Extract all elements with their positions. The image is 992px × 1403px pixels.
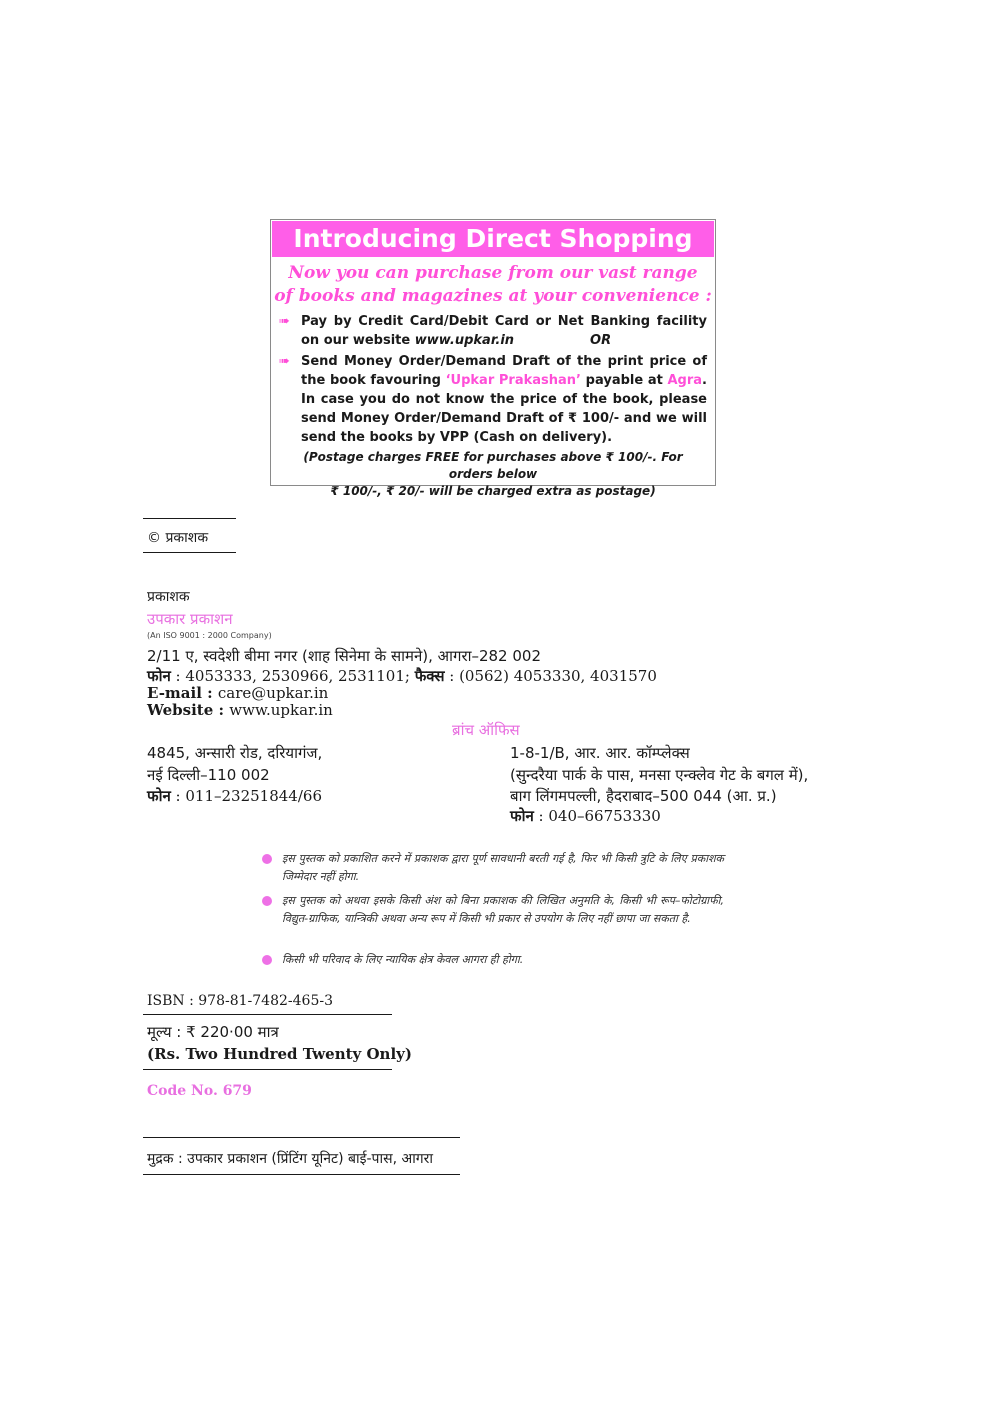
email-label: E-mail : [147, 684, 218, 702]
pink-bullet-icon [262, 896, 272, 906]
ad-postage-line2: ₹ 100/-, ₹ 20/- will be charged extra as postage) [330, 484, 656, 498]
phone-label: फोन [147, 667, 171, 685]
ad-point2-text-a: Send Money Order/Demand Draft of the print price of the book favouring [301, 354, 707, 388]
delhi-phone [147, 787, 322, 806]
printer-rule-top [143, 1137, 460, 1138]
ad-tagline-line2: of books and magazines at your convenience : [274, 286, 712, 306]
publisher-iso: (An ISO 9001 : 2000 Company) [147, 631, 272, 640]
note-item [262, 850, 724, 886]
arrow-bullet-icon: ➠ [279, 314, 290, 329]
ad-tagline [271, 262, 715, 308]
delhi-line2: नई दिल्ली–110 002 [147, 766, 270, 784]
phone-numbers: : 4053333, 2530966, 2531101; [170, 667, 415, 685]
ad-publisher-name: ‘Upkar Prakashan’ [445, 373, 581, 388]
email-address[interactable]: care@upkar.in [217, 684, 329, 702]
hyderabad-line3: बाग लिंगमपल्ली, हैदराबाद–500 044 (आ. प्र.) [510, 787, 777, 805]
hyderabad-line1: 1-8-1/B, आर. आर. कॉम्प्लेक्स [510, 744, 690, 762]
publisher-label: प्रकाशक [147, 589, 190, 605]
price-in-words: (Rs. Two Hundred Twenty Only) [147, 1045, 412, 1063]
ad-point-payment [279, 312, 707, 350]
fax-numbers: : (0562) 4053330, 4031570 [444, 667, 657, 685]
note-text: इस पुस्तक को प्रकाशित करने में प्रकाशक द्वारा पूर्ण सावधानी बरती गई है, फिर भी किसी त्रुटि के लिए प्रकाशक जिम्मेदार नहीं होगा. [282, 852, 724, 883]
delhi-phone-label: फोन [147, 787, 171, 805]
hyderabad-phone [510, 807, 661, 826]
ad-point-money-order [279, 352, 707, 447]
ad-point2-text-b: payable at [581, 373, 668, 388]
publisher-website [147, 701, 333, 720]
ad-title: Introducing Direct Shopping [272, 221, 714, 257]
printer-rule-bottom [143, 1174, 460, 1175]
ad-postage-note [281, 449, 705, 500]
ad-city: Agra [667, 373, 703, 388]
website-address[interactable]: www.upkar.in [229, 701, 333, 719]
copyright-rule-top [143, 518, 236, 519]
hyderabad-line2: (सुन्दरैया पार्क के पास, मनसा एन्क्लेव गेट के बगल में), [510, 766, 809, 784]
pink-bullet-icon [262, 955, 272, 965]
printer-line: मुद्रक : उपकार प्रकाशन (प्रिंटिंग यूनिट) बाई-पास, आगरा [147, 1151, 434, 1167]
pink-bullet-icon [262, 854, 272, 864]
hyderabad-phone-label: फोन [510, 807, 534, 825]
isbn-rule [143, 1014, 392, 1015]
website-label: Website : [147, 701, 230, 719]
ad-or-text: OR [590, 333, 612, 348]
ad-website-link[interactable]: www.upkar.in [414, 333, 515, 348]
ad-postage-line1: (Postage charges FREE for purchases above ₹ 100/-. For orders below [303, 450, 683, 481]
price-rule [143, 1069, 392, 1070]
code-number: Code No. 679 [147, 1083, 252, 1099]
branch-heading: ब्रांच ऑफिस [452, 721, 520, 739]
arrow-bullet-icon: ➠ [279, 354, 290, 369]
copyright-rule-bottom [143, 552, 236, 553]
copyright-line: © प्रकाशक [147, 530, 209, 546]
hyderabad-phone-number: : 040–66753330 [533, 807, 661, 825]
note-text: इस पुस्तक को अथवा इसके किसी अंश को बिना प्रकाशक की लिखित अनुमति के, किसी भी रूप–फोटोग्राफी, विद्युत-ग्राफिक, यान्त्रिकी अथवा अन्य रूप में किसी भी प्रकार से उपयोग के लिए नहीं छापा जा सकता है. [282, 894, 724, 925]
ad-point1-text: Pay by Credit Card/Debit Card or Net Banking facility on our website [301, 314, 707, 348]
fax-label: फैक्स [414, 667, 445, 685]
publisher-address: 2/11 ए, स्वदेशी बीमा नगर (शाह सिनेमा के सामने), आगरा–282 002 [147, 647, 541, 665]
delhi-phone-number: : 011–23251844/66 [170, 787, 322, 805]
note-text: किसी भी परिवाद के लिए न्यायिक क्षेत्र केवल आगरा ही होगा. [282, 953, 524, 966]
direct-shopping-box [270, 219, 716, 498]
ad-tagline-line1: Now you can purchase from our vast range [288, 263, 698, 283]
note-item [262, 892, 724, 928]
price: मूल्य : ₹ 220·00 मात्र [147, 1023, 279, 1041]
publisher-name: उपकार प्रकाशन [147, 610, 233, 628]
delhi-line1: 4845, अन्सारी रोड, दरियागंज, [147, 744, 323, 762]
note-item [262, 951, 724, 969]
isbn: ISBN : 978-81-7482-465-3 [147, 993, 333, 1009]
ad-point2-text-c: . In case you do not know the price of the book, please send Money Order/Demand Draft of ₹ 100/- and we will send the books by VPP (Cash on delivery). [301, 373, 707, 445]
